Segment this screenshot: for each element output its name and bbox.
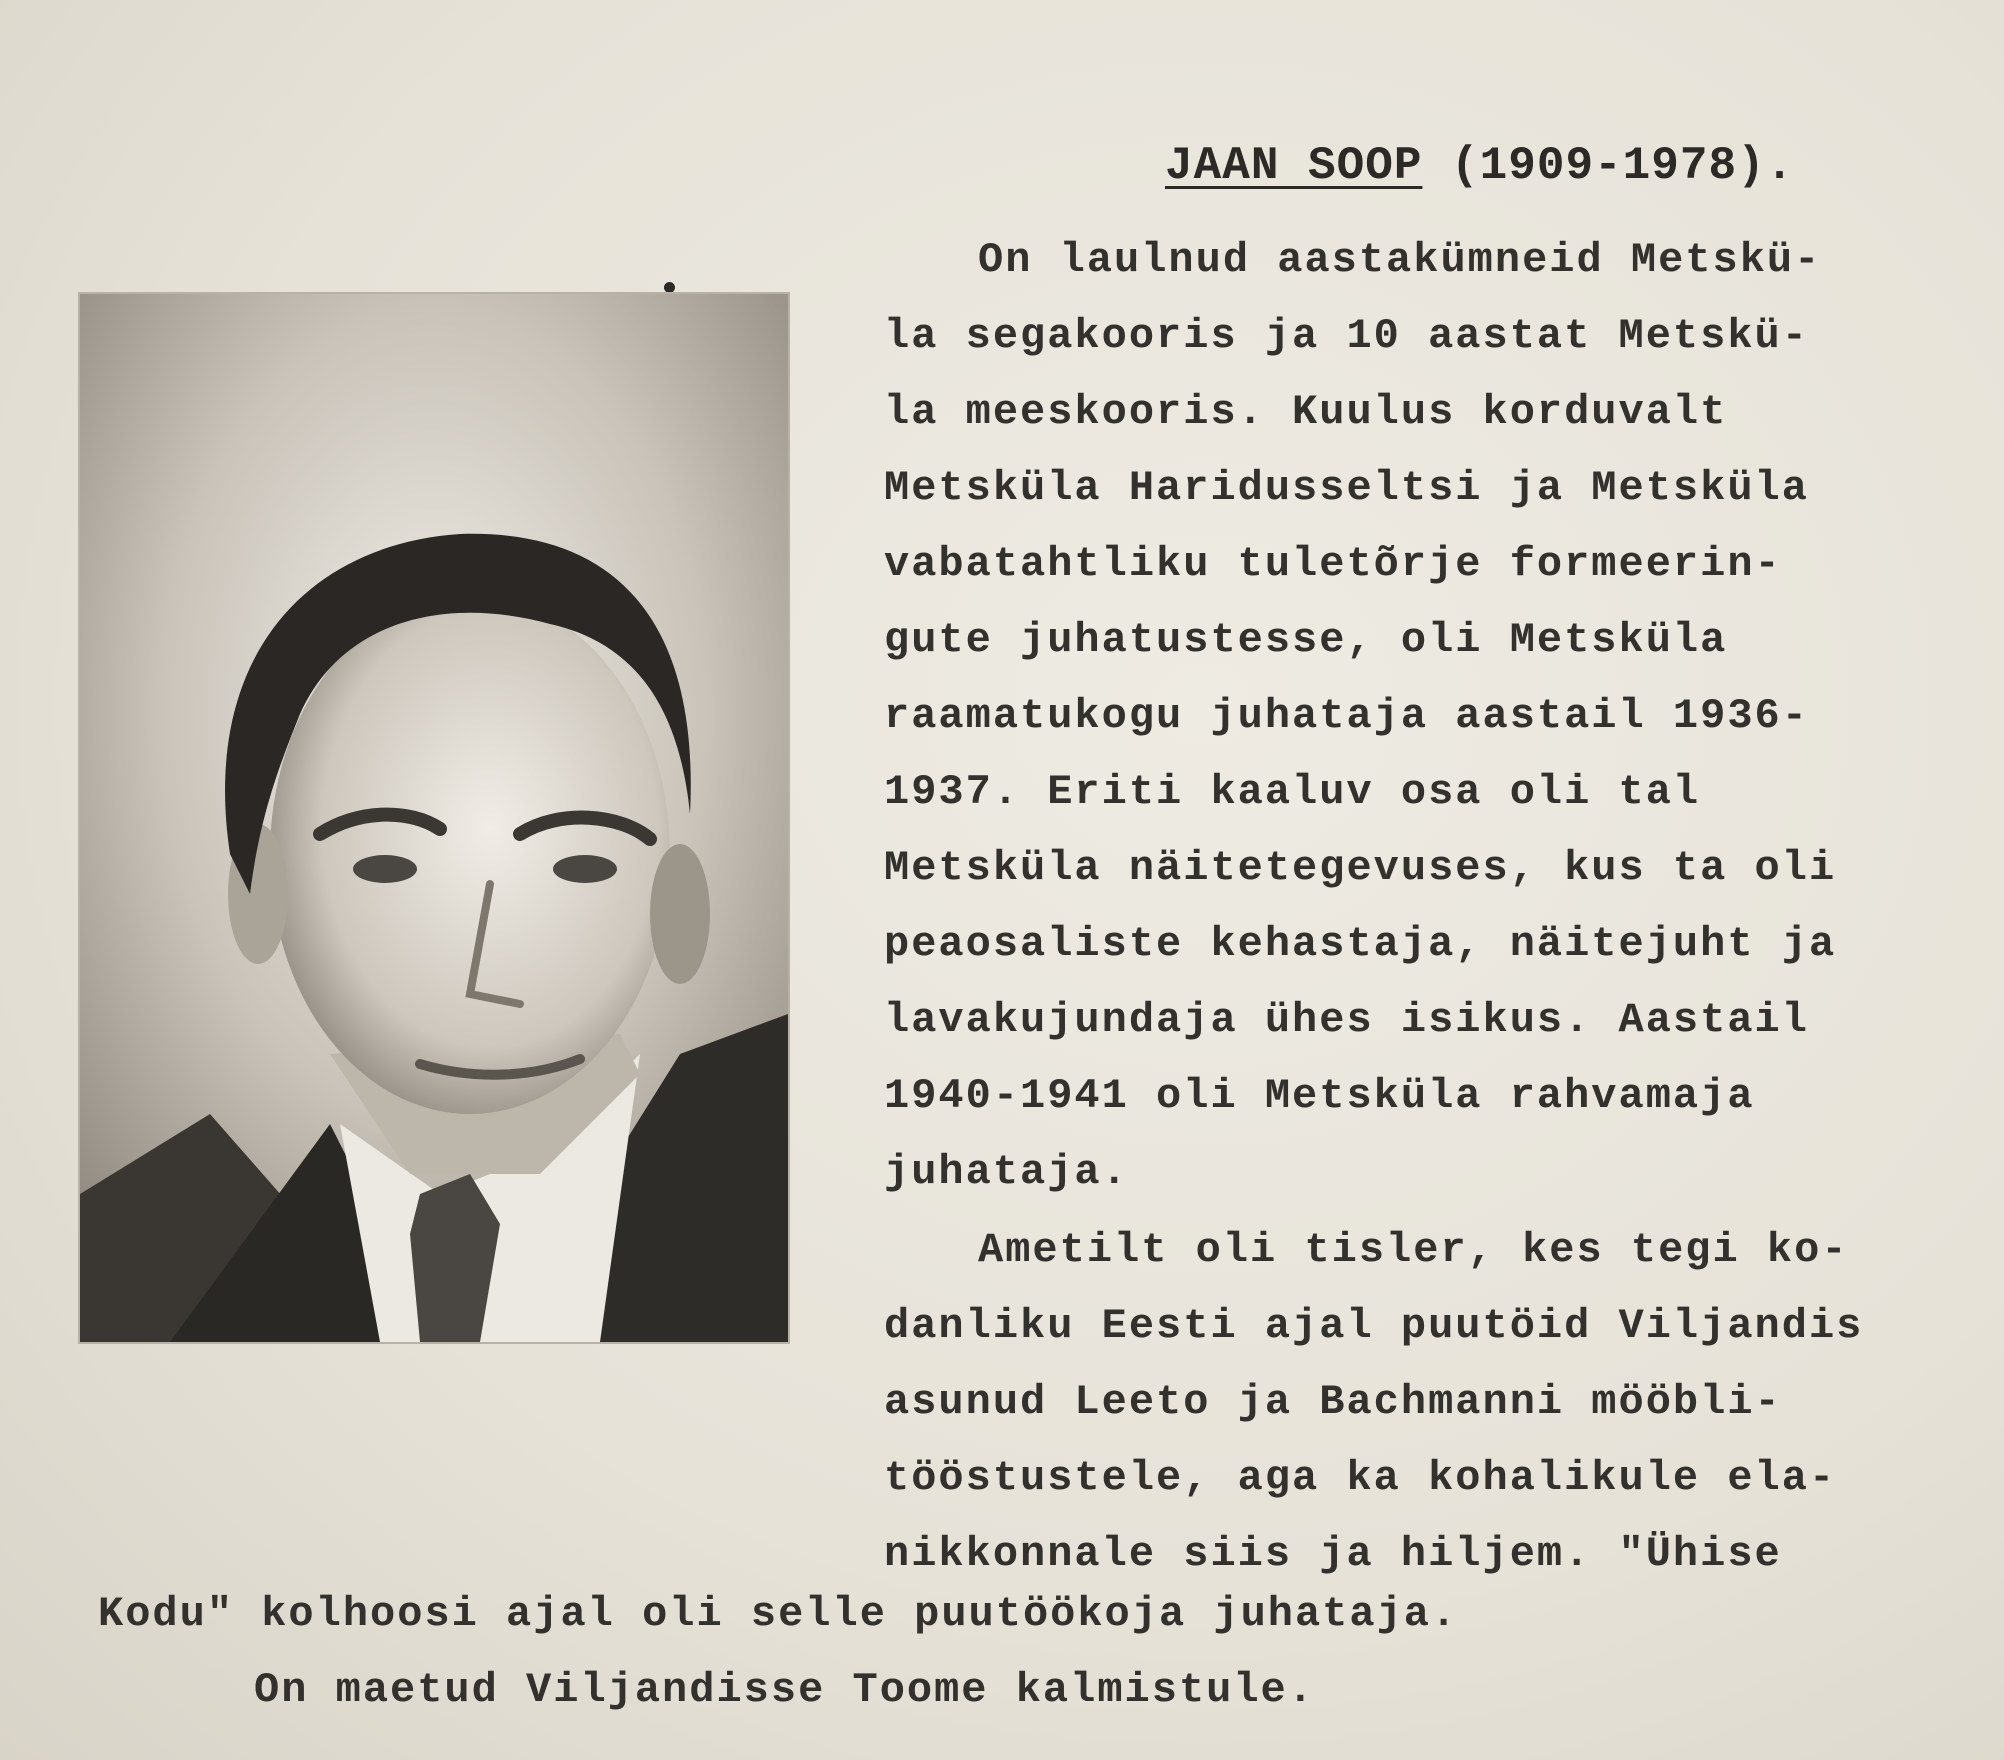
body-line: On laulnud aastakümneid Metskü-: [978, 236, 1822, 284]
body-line: lavakujundaja ühes isikus. Aastail: [884, 996, 1809, 1044]
page-title: [1165, 140, 1794, 192]
portrait-photo: [80, 294, 788, 1342]
body-line: Metsküla näitetegevuses, kus ta oli: [884, 844, 1837, 892]
body-line: gute juhatustesse, oli Metsküla: [884, 616, 1728, 664]
life-years: (1909-1978).: [1422, 140, 1795, 192]
body-line: vabatahtliku tuletõrje formeerin-: [884, 540, 1782, 588]
body-line: peaosaliste kehastaja, näitejuht ja: [884, 920, 1837, 968]
body-line: 1937. Eriti kaaluv osa oli tal: [884, 768, 1701, 816]
body-line: la segakooris ja 10 aastat Metskü-: [884, 312, 1809, 360]
body-line: Kodu" kolhoosi ajal oli selle puutöökoja juhataja.: [98, 1590, 1459, 1638]
ink-dot: [664, 282, 675, 293]
body-line: On maetud Viljandisse Toome kalmistule.: [254, 1666, 1315, 1714]
person-name: JAAN SOOP: [1165, 140, 1423, 192]
body-line: 1940-1941 oli Metsküla rahvamaja: [884, 1072, 1755, 1120]
body-line: nikkonnale siis ja hiljem. "Ühise: [884, 1530, 1782, 1578]
body-line: Ametilt oli tisler, kes tegi ko-: [978, 1226, 1849, 1274]
body-line: asunud Leeto ja Bachmanni mööbli-: [884, 1378, 1782, 1426]
body-line: tööstustele, aga ka kohalikule ela-: [884, 1454, 1837, 1502]
body-line: danliku Eesti ajal puutöid Viljandis: [884, 1302, 1864, 1350]
body-line: raamatukogu juhataja aastail 1936-: [884, 692, 1809, 740]
body-line: juhataja.: [884, 1148, 1129, 1196]
body-line: Metsküla Haridusseltsi ja Metsküla: [884, 464, 1809, 512]
body-line: la meeskooris. Kuulus korduvalt: [884, 388, 1728, 436]
